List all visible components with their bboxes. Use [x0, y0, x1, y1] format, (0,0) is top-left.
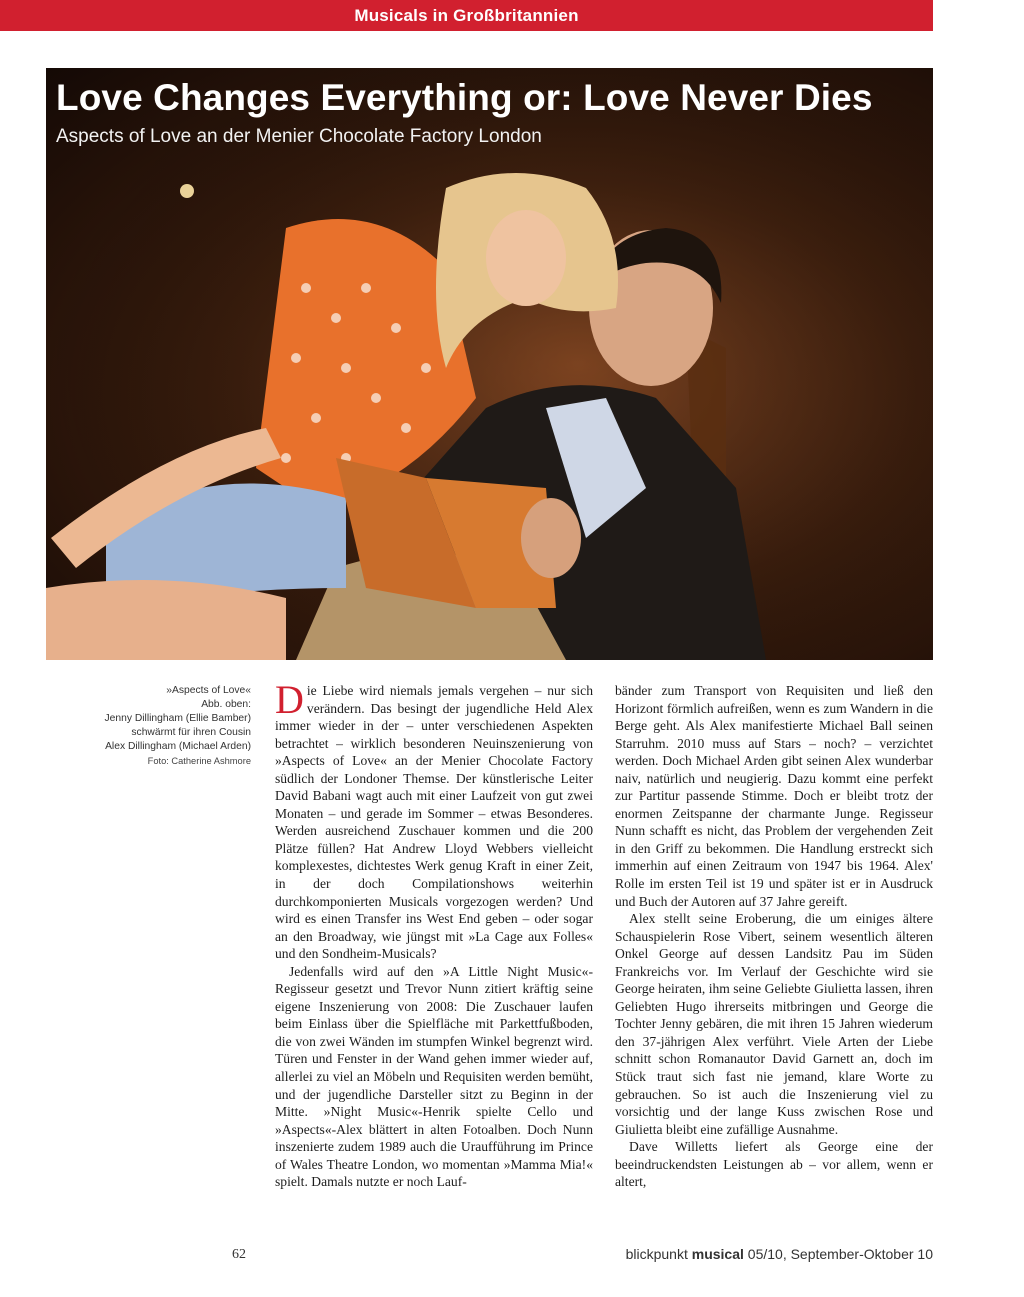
article-subheadline: Aspects of Love an der Menier Chocolate Factory London: [56, 126, 542, 147]
stage-scene-illustration: [46, 68, 933, 660]
page-number: 62: [232, 1247, 246, 1262]
photo-credit: Foto: Catherine Ashmore: [147, 756, 251, 766]
drop-cap: D: [275, 677, 304, 722]
caption-line: Alex Dillingham (Michael Arden): [105, 741, 251, 752]
photo-caption: [46, 684, 251, 768]
article-column-1: [275, 677, 593, 1191]
paragraph-text-part2: bänder zum Transport von Requisiten und ließ den Horizont förmlich aufreißen, wenn es zum Wandern in die Berge geht. Als Alex manifestierte Michael Ball seinen Starruhm. 2010 muss auf Stars – noch? – verzichtet werden. Doch Michael Arden gibt seinen Alex wunderbar naiv, natürlich und neugierig. Dazu kommt eine perfekt zur Partitur passende Stimme. Doch er bleibt trotz der enormen Zeitspanne der charmante Junge. Regisseur Nunn schafft es nicht, das Problem der vergehenden Zeit in den Griff zu bekommen. Die Handlung erstreckt sich immerhin auf einen Zeitraum von 1947 bis 1964. Alex' Rolle im ersten Teil ist 19 und später ist er in Ausdruck und Buch der Autoren auf 37 Jahre gereift.: [615, 683, 933, 909]
paragraph-text: ie Liebe wird niemals jemals vergehen – nur sich verändern. Das besingt der jugendliche Held Alex immer wieder in der – unter verschiedenen Aspekten betrachtet – wirklich besonderen Neuinszenierung von »Aspects of Love« an der Menier Chocolate Factory südlich der Londoner Themse. Der künstlerische Leiter David Babani wagt auch mit einer Laufzeit von gut zwei Monaten – und gerade im Sommer – etwas Besonderes. Werden ausreichend Zuschauer kommen und die 200 Plätze füllen? Hat Andrew Lloyd Webbers vielleicht komplexestes, dichtestes Werk genug Kraft in einer Zeit, in der doch Compilationshows weiterhin durchkomponierten Musicals vorgezogen werden? Und wird es einen Transfer ins West End geben – oder sogar an den Broadway, wie jüngst mit »La Cage aux Folles« und den Sondheim-Musicals?: [275, 683, 593, 962]
article-paragraph: [275, 963, 593, 1191]
article-headline: Love Changes Everything or: Love Never Dies: [56, 77, 873, 118]
article-paragraph: [275, 677, 593, 963]
magazine-name: musical: [691, 1246, 744, 1262]
magazine-footer: [626, 1246, 933, 1262]
article-paragraph: [615, 910, 933, 1138]
hero-photo: [46, 68, 933, 660]
paragraph-text: Dave Willetts liefert als George eine der beeindruckendsten Leistungen ab – vor allem, wenn er altert,: [615, 1139, 933, 1190]
magazine-issue: 05/10, September-Oktober 10: [743, 1246, 933, 1262]
section-header-bar: [0, 0, 933, 31]
caption-line: Abb. oben:: [201, 699, 251, 710]
caption-line: schwärmt für ihren Cousin: [131, 727, 251, 738]
caption-line: Jenny Dillingham (Ellie Bamber): [104, 713, 251, 724]
article-paragraph: [615, 1138, 933, 1191]
magazine-prefix: blickpunkt: [625, 1246, 692, 1262]
paragraph-text-part1: Jedenfalls wird auf den »A Little Night Music«-Regisseur gesetzt und Trevor Nunn zitiert kräftig seine eigene Inszenierung von 2008: Die Zuschauer laufen beim Einlass über die Spielfläche mit Parkettfußboden, die von zwei Wänden im stumpfen Winkel begrenzt wird. Türen und Fenster in der Wand gehen immer wieder auf, allerlei zu viel an Möbeln und Requisiten werden bemüht, und der jugendliche Darsteller sitzt zu Beginn in der Mitte. »Night Music«-Henrik spielte Cello und »Aspects«-Alex blättert in alten Fotoalben. Doch Nunn inszenierte zudem 1989 auch die Uraufführung im Prince of Wales Theatre London, wo momentan »Mamma Mia!« spielt. Damals nutzte er noch Lauf-: [275, 963, 593, 1190]
caption-line: »Aspects of Love«: [166, 685, 251, 696]
article-column-2: [615, 682, 933, 1191]
article-paragraph-continued: [615, 682, 933, 910]
paragraph-text: Alex stellt seine Eroberung, die um einiges ältere Schauspielerin Rose Vibert, seinem wesentlich älteren Onkel George auf dessen Landsitz Pau im Süden Frankreichs vor. Im Verlauf der Geschichte wird sie George heiraten, ihm seine Geliebte Giulietta lassen, ihren Geliebten Hugo ihrerseits mitbringen und George die Tochter Jenny gebären, die mit ihren 15 Jahren wiederum den 37-jährigen Alex verführt. Viele Arten der Liebe schnitt schon Romanautor David Garnett an, doch im Stück traut sich fast nie jemand, klare Worte zu gebrauchen. So ist auch die Inszenierung viel zu vorsichtig und der lange Kuss zwischen Rose und Giulietta bleibt eine zufällige Ausnahme.: [615, 911, 933, 1137]
section-label: Musicals in Großbritannien: [354, 6, 579, 25]
